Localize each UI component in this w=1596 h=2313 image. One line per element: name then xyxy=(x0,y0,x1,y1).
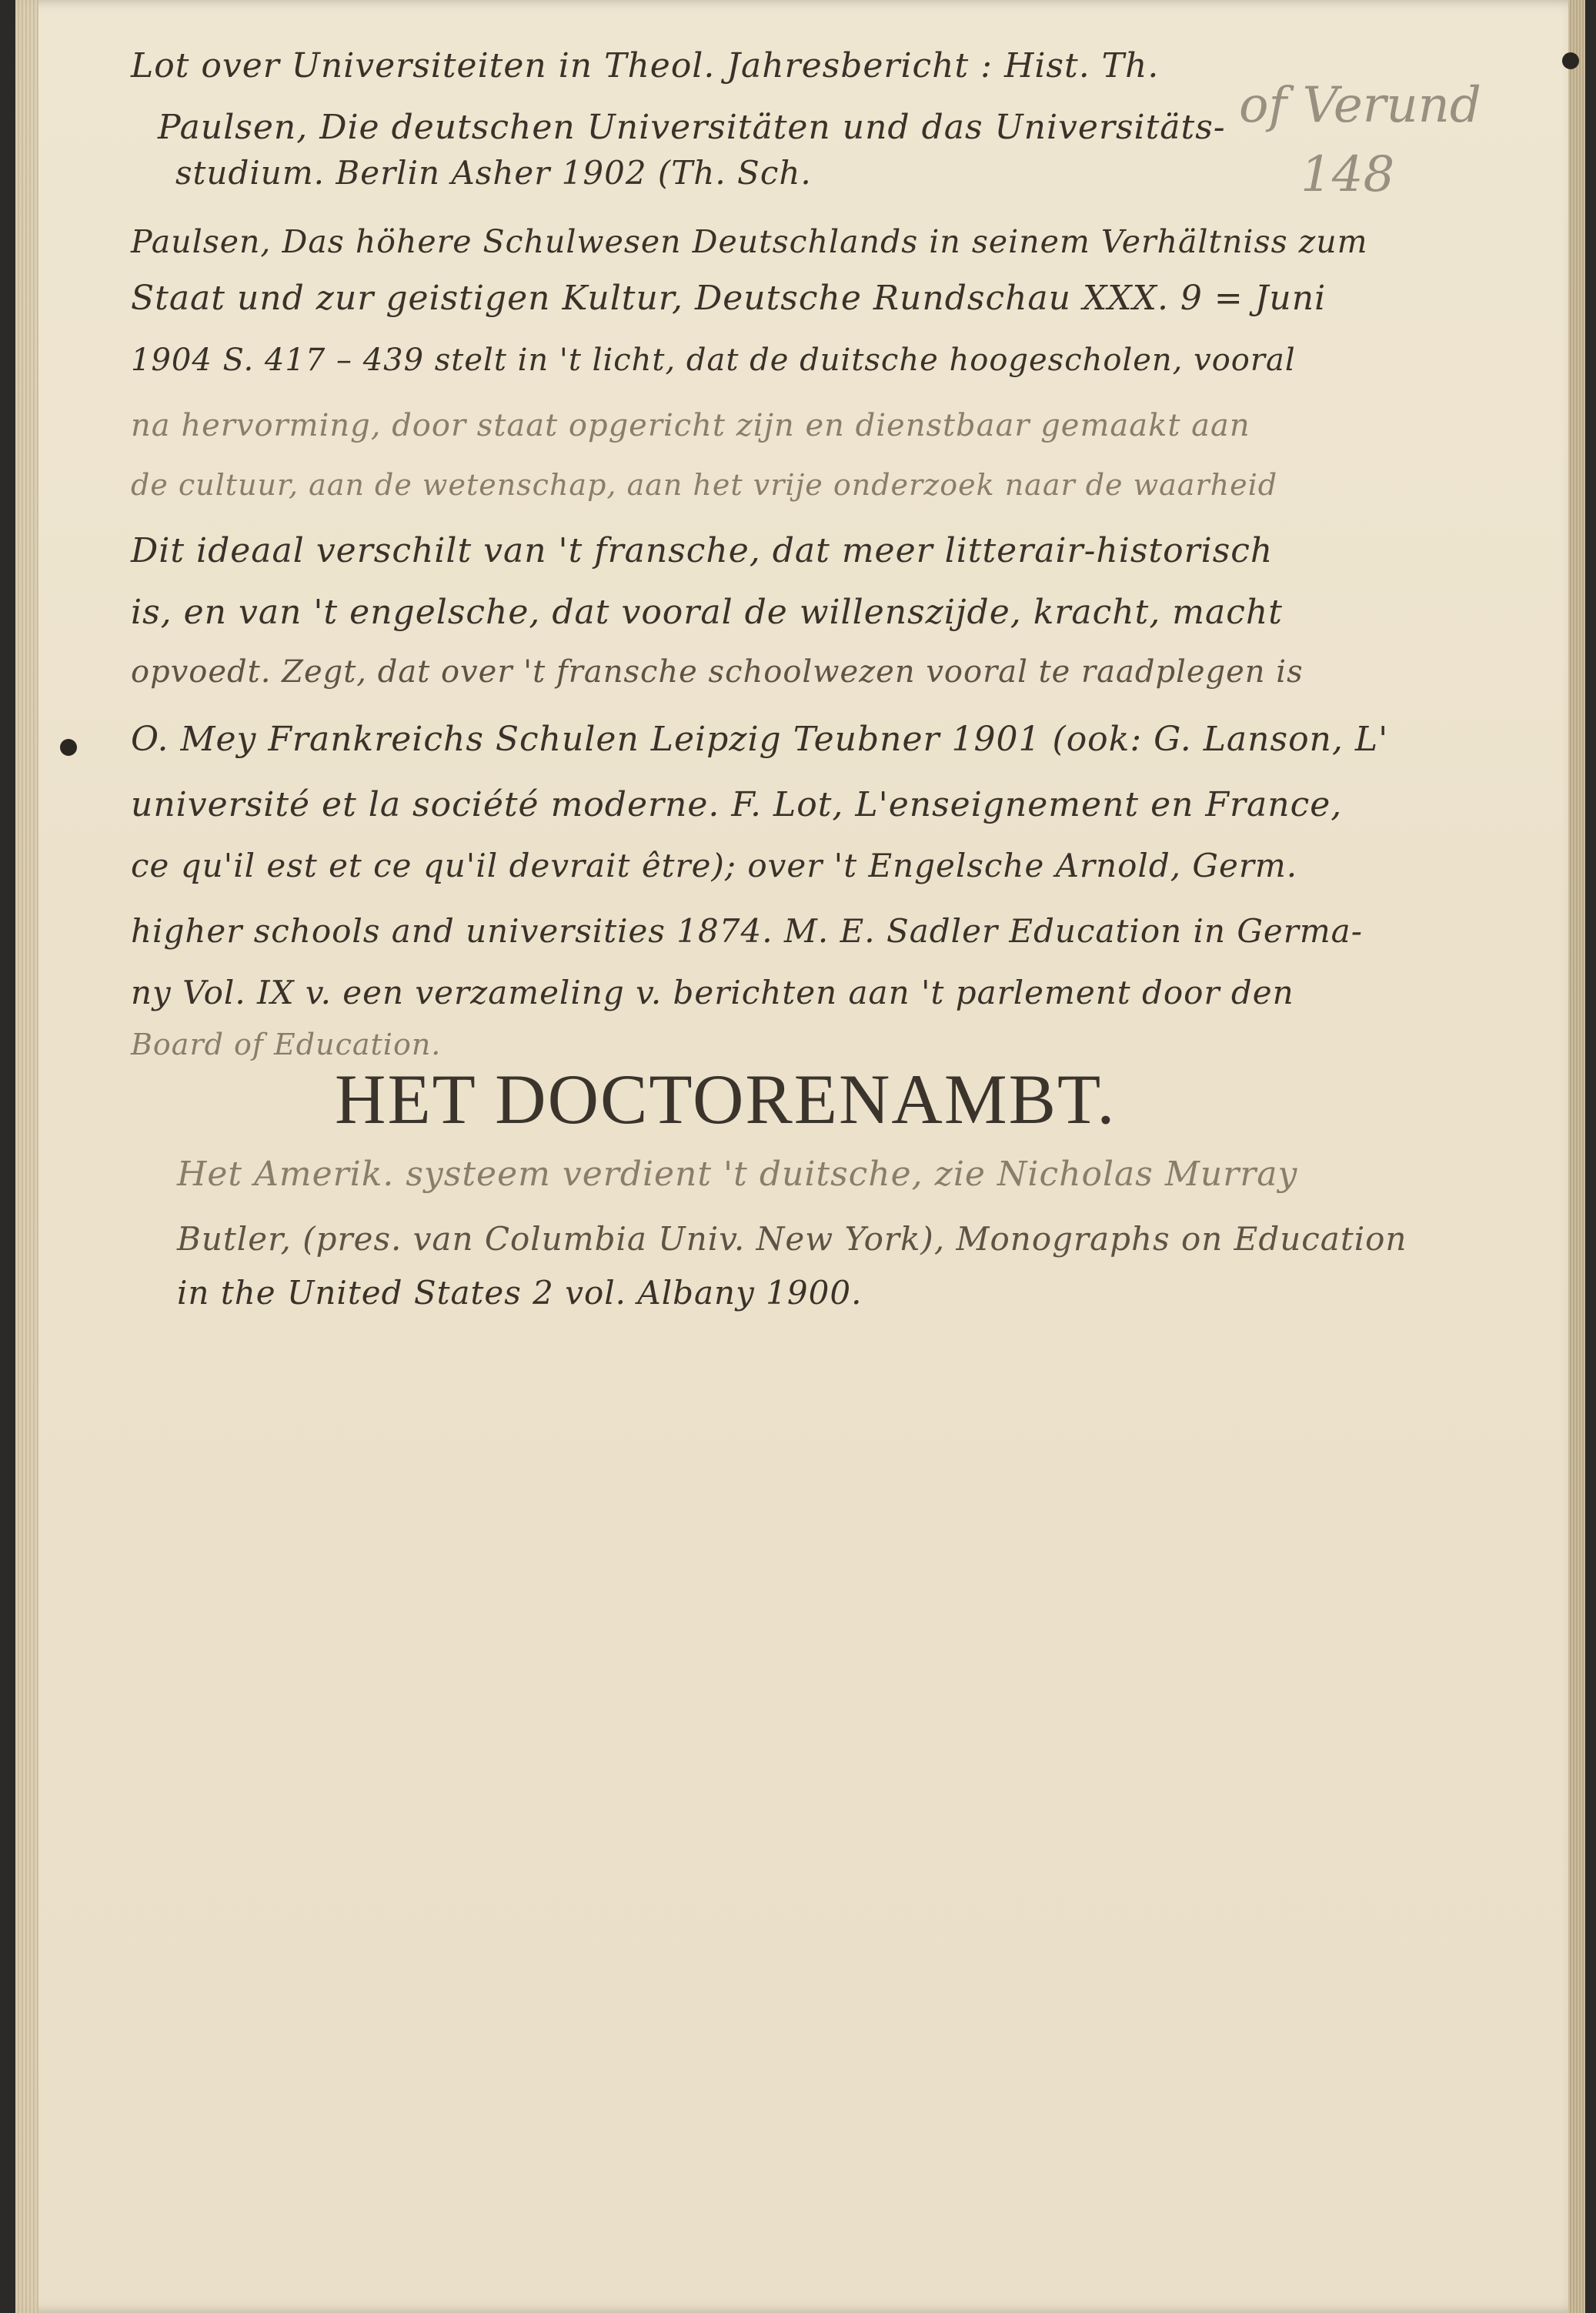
binding-spine xyxy=(15,0,38,2313)
page-title: HET DOCTORENAMBT. xyxy=(335,1060,1117,1138)
handwritten-line: de cultuur, aan de wetenschap, aan het vrije onderzoek naar de waarheid xyxy=(131,468,1278,502)
corner-note: of Verund xyxy=(1239,77,1481,134)
binding-hole xyxy=(1562,52,1579,69)
handwritten-line: ce qu'il est et ce qu'il devrait être); over 't Engelsche Arnold, Germ. xyxy=(131,847,1298,884)
handwritten-line: is, en van 't engelsche, dat vooral de willenszijde, kracht, macht xyxy=(131,593,1283,632)
handwritten-line: Butler, (pres. van Columbia Univ. New York), Monographs on Education xyxy=(177,1220,1407,1258)
page-stack-edge xyxy=(1568,0,1585,2313)
handwritten-line: opvoedt. Zegt, dat over 't fransche schoolwezen vooral te raadplegen is xyxy=(131,654,1304,690)
page-number: 148 xyxy=(1301,146,1395,203)
handwritten-line: Paulsen, Das höhere Schulwesen Deutschlands in seinem Verhältniss zum xyxy=(131,223,1368,260)
handwritten-line: 1904 S. 417 – 439 stelt in 't licht, dat de duitsche hoogescholen, vooral xyxy=(131,343,1296,378)
binding-hole xyxy=(60,739,77,756)
handwritten-line: Het Amerik. systeem verdient 't duitsche, zie Nicholas Murray xyxy=(177,1155,1298,1194)
handwritten-line: O. Mey Frankreichs Schulen Leipzig Teubner 1901 (ook: G. Lanson, L' xyxy=(131,720,1389,759)
handwritten-line: Paulsen, Die deutschen Universitäten und das Universitäts- xyxy=(158,108,1226,147)
handwritten-line: higher schools and universities 1874. M. E. Sadler Education in Germa- xyxy=(131,912,1363,950)
handwritten-line: na hervorming, door staat opgericht zijn en dienstbaar gemaakt aan xyxy=(131,408,1250,443)
handwritten-line: Staat und zur geistigen Kultur, Deutsche Rundschau XXX. 9 = Juni xyxy=(131,279,1327,318)
handwritten-line: Board of Education. xyxy=(131,1028,442,1061)
handwritten-line: Lot over Universiteiten in Theol. Jahresbericht : Hist. Th. xyxy=(131,46,1160,85)
document-page xyxy=(15,0,1585,2313)
handwritten-line: studium. Berlin Asher 1902 (Th. Sch. xyxy=(175,154,812,192)
handwritten-line: Dit ideaal verschilt van 't fransche, dat meer litterair-historisch xyxy=(131,531,1274,570)
handwritten-line: ny Vol. IX v. een verzameling v. berichten aan 't parlement door den xyxy=(131,974,1294,1011)
handwritten-line: université et la société moderne. F. Lot, L'enseignement en France, xyxy=(131,785,1343,824)
handwritten-line: in the United States 2 vol. Albany 1900. xyxy=(177,1274,863,1312)
